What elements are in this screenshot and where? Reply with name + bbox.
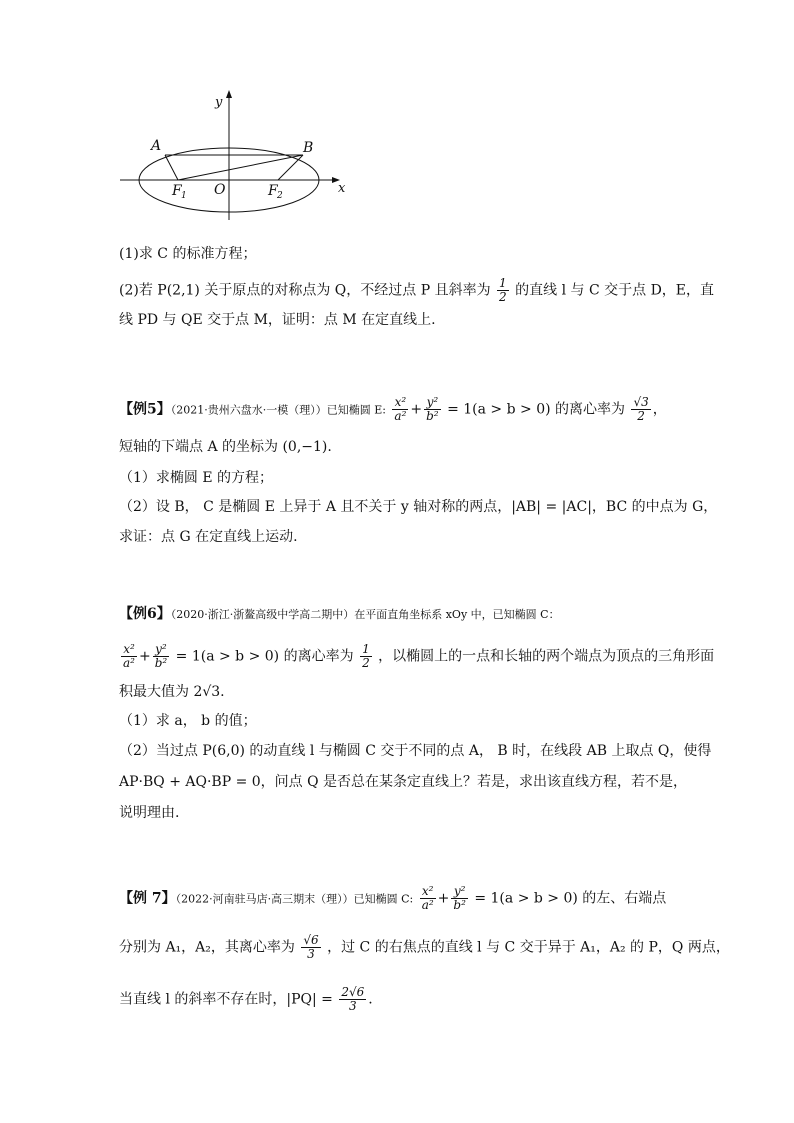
ex6-line5: （2）当过点 P(6,0) 的动直线 l 与椭圆 C 交于不同的点 A， B 时，在线段 AB 上取点 Q，使得 [119,743,712,759]
ellipse-figure [118,88,358,223]
ex7-text-b: ，过 C 的右焦点的直线 l 与 C 交于异于 A₁，A₂ 的 P，Q 两点， [327,939,730,956]
ex7-line1 [119,885,734,912]
ex6-source: （2020·浙江·浙鳌高级中学高二期中）在平面直角坐标系 xOy 中，已知椭圆 C： [170,608,560,621]
ex7-eq-rest: = 1(a > b > 0) 的左、右端点 [474,890,667,907]
ex6-frac-y [153,643,170,670]
frac-den: 3 [307,947,315,961]
prev-q1: (1)求 C 的标准方程； [119,246,257,262]
frac-num: 2√6 [341,985,365,999]
ex6-line6: AP·BQ + AQ·BP = 0，问点 Q 是否总在某条定直线上？若是，求出该直线方程，若不是， [119,774,688,790]
y-axis-arrow [226,90,232,98]
plus-sign: + [410,401,423,418]
ex5-frac-x [392,396,408,423]
frac-num: y² [424,396,441,410]
frac-num: x² [392,396,408,410]
frac-den: 2 [637,409,645,423]
ex5-line1 [119,396,734,423]
ex6-line4: （1）求 a， b 的值； [119,713,257,729]
segment-f1b [178,155,303,180]
ex7-text-c: 当直线 l 的斜率不存在时，|PQ| = [119,991,333,1008]
ex7-pq-frac [339,986,366,1013]
frac-den: 3 [348,999,357,1013]
label-o: O [214,182,226,198]
plus-sign: + [138,648,151,665]
prev-slope-fraction [497,277,509,304]
frac-num: y² [153,643,170,657]
ex6-ecc-frac [360,643,372,670]
ex7-line3 [119,986,734,1013]
label-f1-sub: 1 [181,191,187,201]
ex5-line2: 短轴的下端点 A 的坐标为 (0,−1). [119,439,332,455]
comma: ， [652,401,667,418]
ex6-line7: 说明理由. [119,805,180,821]
ex6-line3: 积最大值为 2√3. [119,684,225,700]
frac-num: y² [451,885,468,899]
label-f1: F [172,183,182,199]
ex7-frac-y [451,885,468,912]
label-f2: F [268,183,278,199]
frac-num: x² [420,885,436,899]
slope-num: 1 [499,276,507,290]
ex5-source: （2021·贵州六盘水·一模（理））已知椭圆 E: [170,403,386,417]
frac-den: a² [421,898,434,912]
frac-num: 1 [362,642,370,656]
frac-den: a² [123,656,135,670]
ex6-eq-rest: = 1(a > b > 0) 的离心率为 [175,648,354,665]
ex7-frac-x [420,885,436,912]
frac-den: a² [394,409,407,423]
ex7-line2 [119,934,734,961]
ex5-line5: 求证：点 G 在定直线上运动. [119,529,298,545]
ex6-frac-x [121,643,137,670]
frac-den: 2 [362,656,370,670]
slope-den: 2 [499,290,507,304]
segment-af1 [165,155,178,180]
ex6-eq-tail: ，以椭圆上的一点和长轴的两个端点为顶点的三角形面 [378,648,715,665]
ex7-ecc-frac [301,934,320,961]
plus-sign: + [437,890,450,907]
ex6-line2 [119,643,734,670]
ex5-eq-rest: = 1(a > b > 0) 的离心率为 [447,401,626,418]
ex6-tag: 【例6】 [119,606,171,622]
label-b: B [303,140,314,156]
ex5-frac-y [424,396,441,423]
frac-num: x² [121,643,137,657]
label-y: y [215,95,223,110]
ex5-line3: （1）求椭圆 E 的方程； [119,470,274,486]
label-f2-sub: 2 [277,191,283,201]
prev-q2-text-a: (2)若 P(2,1) 关于原点的对称点为 Q，不经过点 P 且斜率为 [119,282,491,299]
frac-num: √6 [303,933,319,947]
prev-q2-line2: 线 PD 与 QE 交于点 M，证明：点 M 在定直线上. [119,312,436,328]
ex7-source: （2022·河南驻马店·高三期末（理））已知椭圆 C: [175,892,414,906]
prev-q2-line1 [119,277,734,304]
ex5-ecc-frac [631,396,650,423]
ex6-line1 [119,604,734,625]
frac-den: b² [453,898,466,912]
frac-den: b² [154,656,168,670]
period: . [368,991,373,1008]
frac-num: √3 [633,395,649,409]
ex7-tag: 【例 7】 [119,890,176,907]
frac-den: b² [426,409,439,423]
ex5-tag: 【例5】 [119,401,171,418]
prev-q2-text-b: 的直线 l 与 C 交于点 D，E，直 [515,282,715,299]
ex7-text-a: 分别为 A₁，A₂，其离心率为 [119,939,295,956]
label-a: A [151,138,162,154]
ex5-line4: （2）设 B， C 是椭圆 E 上异于 A 且不关于 y 轴对称的两点，|AB| = |AC|，BC 的中点为 G， [119,499,718,515]
label-x: x [338,181,346,196]
